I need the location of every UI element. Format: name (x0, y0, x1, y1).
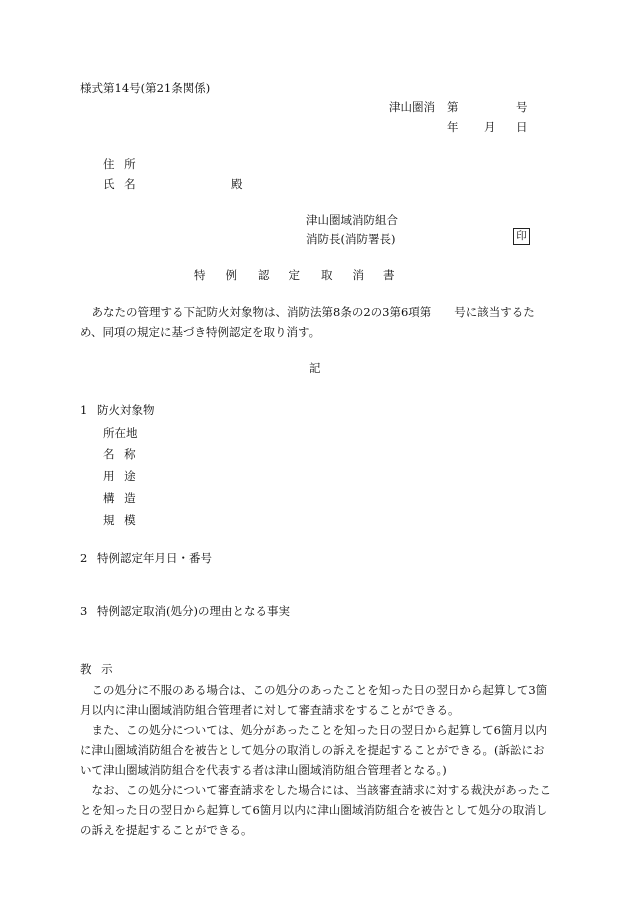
sender-title: 消防長(消防署長) (306, 232, 396, 246)
item-structure: 構 造 (103, 491, 136, 505)
date-year: 年 (447, 120, 459, 134)
item-scale: 規 模 (103, 513, 136, 527)
title-char: 認 (258, 268, 270, 282)
item-name: 名 称 (103, 447, 136, 461)
title-char: 特 (194, 268, 206, 282)
seal-mark: 印 (513, 228, 530, 245)
title-char: 例 (225, 268, 237, 282)
notice-paragraph-1: この処分に不服のある場合は、この処分のあったことを知った日の翌日から起算して3箇月以内に津山圏域消防組合管理者に対して審査請求をすることができる。 (80, 683, 548, 717)
sender-org: 津山圏域消防組合 (306, 213, 398, 227)
name-label: 氏 名 (103, 177, 136, 191)
body-text: あなたの管理する下記防火対象物は、消防法第8条の2の3第6項第 号に該当するため、同項の規定に基づき特例認定を取り消す。 (80, 305, 535, 339)
notice-heading: 教 示 (80, 662, 113, 676)
section-3-label: 特例認定取消(処分)の理由となる事実 (97, 604, 290, 618)
address-label: 住 所 (103, 157, 136, 171)
document-title (194, 267, 395, 283)
form-number: 様式第14号(第21条関係) (80, 81, 211, 95)
item-use: 用 途 (103, 469, 136, 483)
ki-heading: 記 (309, 361, 321, 375)
section-2-num: 2 (80, 551, 88, 565)
section-1-num: 1 (80, 403, 88, 417)
honorific: 殿 (231, 177, 243, 191)
item-location: 所在地 (103, 426, 138, 440)
doc-ref-dai: 第 (447, 100, 459, 114)
section-1-label: 防火対象物 (97, 403, 155, 417)
title-char: 書 (383, 268, 395, 282)
notice-paragraph-2: また、この処分については、処分があったことを知った日の翌日から起算して6箇月以内に津山圏域消防組合を被告として処分の取消しの訴えを提起することができる。(訴訟において津山圏域消防組合を代表する者は津山圏域消防組合管理者となる。) (80, 723, 547, 777)
section-2-label: 特例認定年月日・番号 (97, 551, 212, 565)
date-month: 月 (484, 120, 496, 134)
date-day: 日 (516, 120, 528, 134)
title-char: 消 (352, 268, 364, 282)
doc-ref-prefix: 津山圏消 (389, 100, 435, 114)
doc-ref-go: 号 (516, 100, 528, 114)
title-char: 定 (288, 268, 300, 282)
notice-paragraph-3: なお、この処分について審査請求をした場合には、当該審査請求に対する裁決があったことを知った日の翌日から起算して6箇月以内に津山圏域消防組合を被告として処分の取消しの訴えを提起することができる。 (80, 783, 552, 837)
section-3-num: 3 (80, 604, 88, 618)
title-char: 取 (321, 268, 333, 282)
